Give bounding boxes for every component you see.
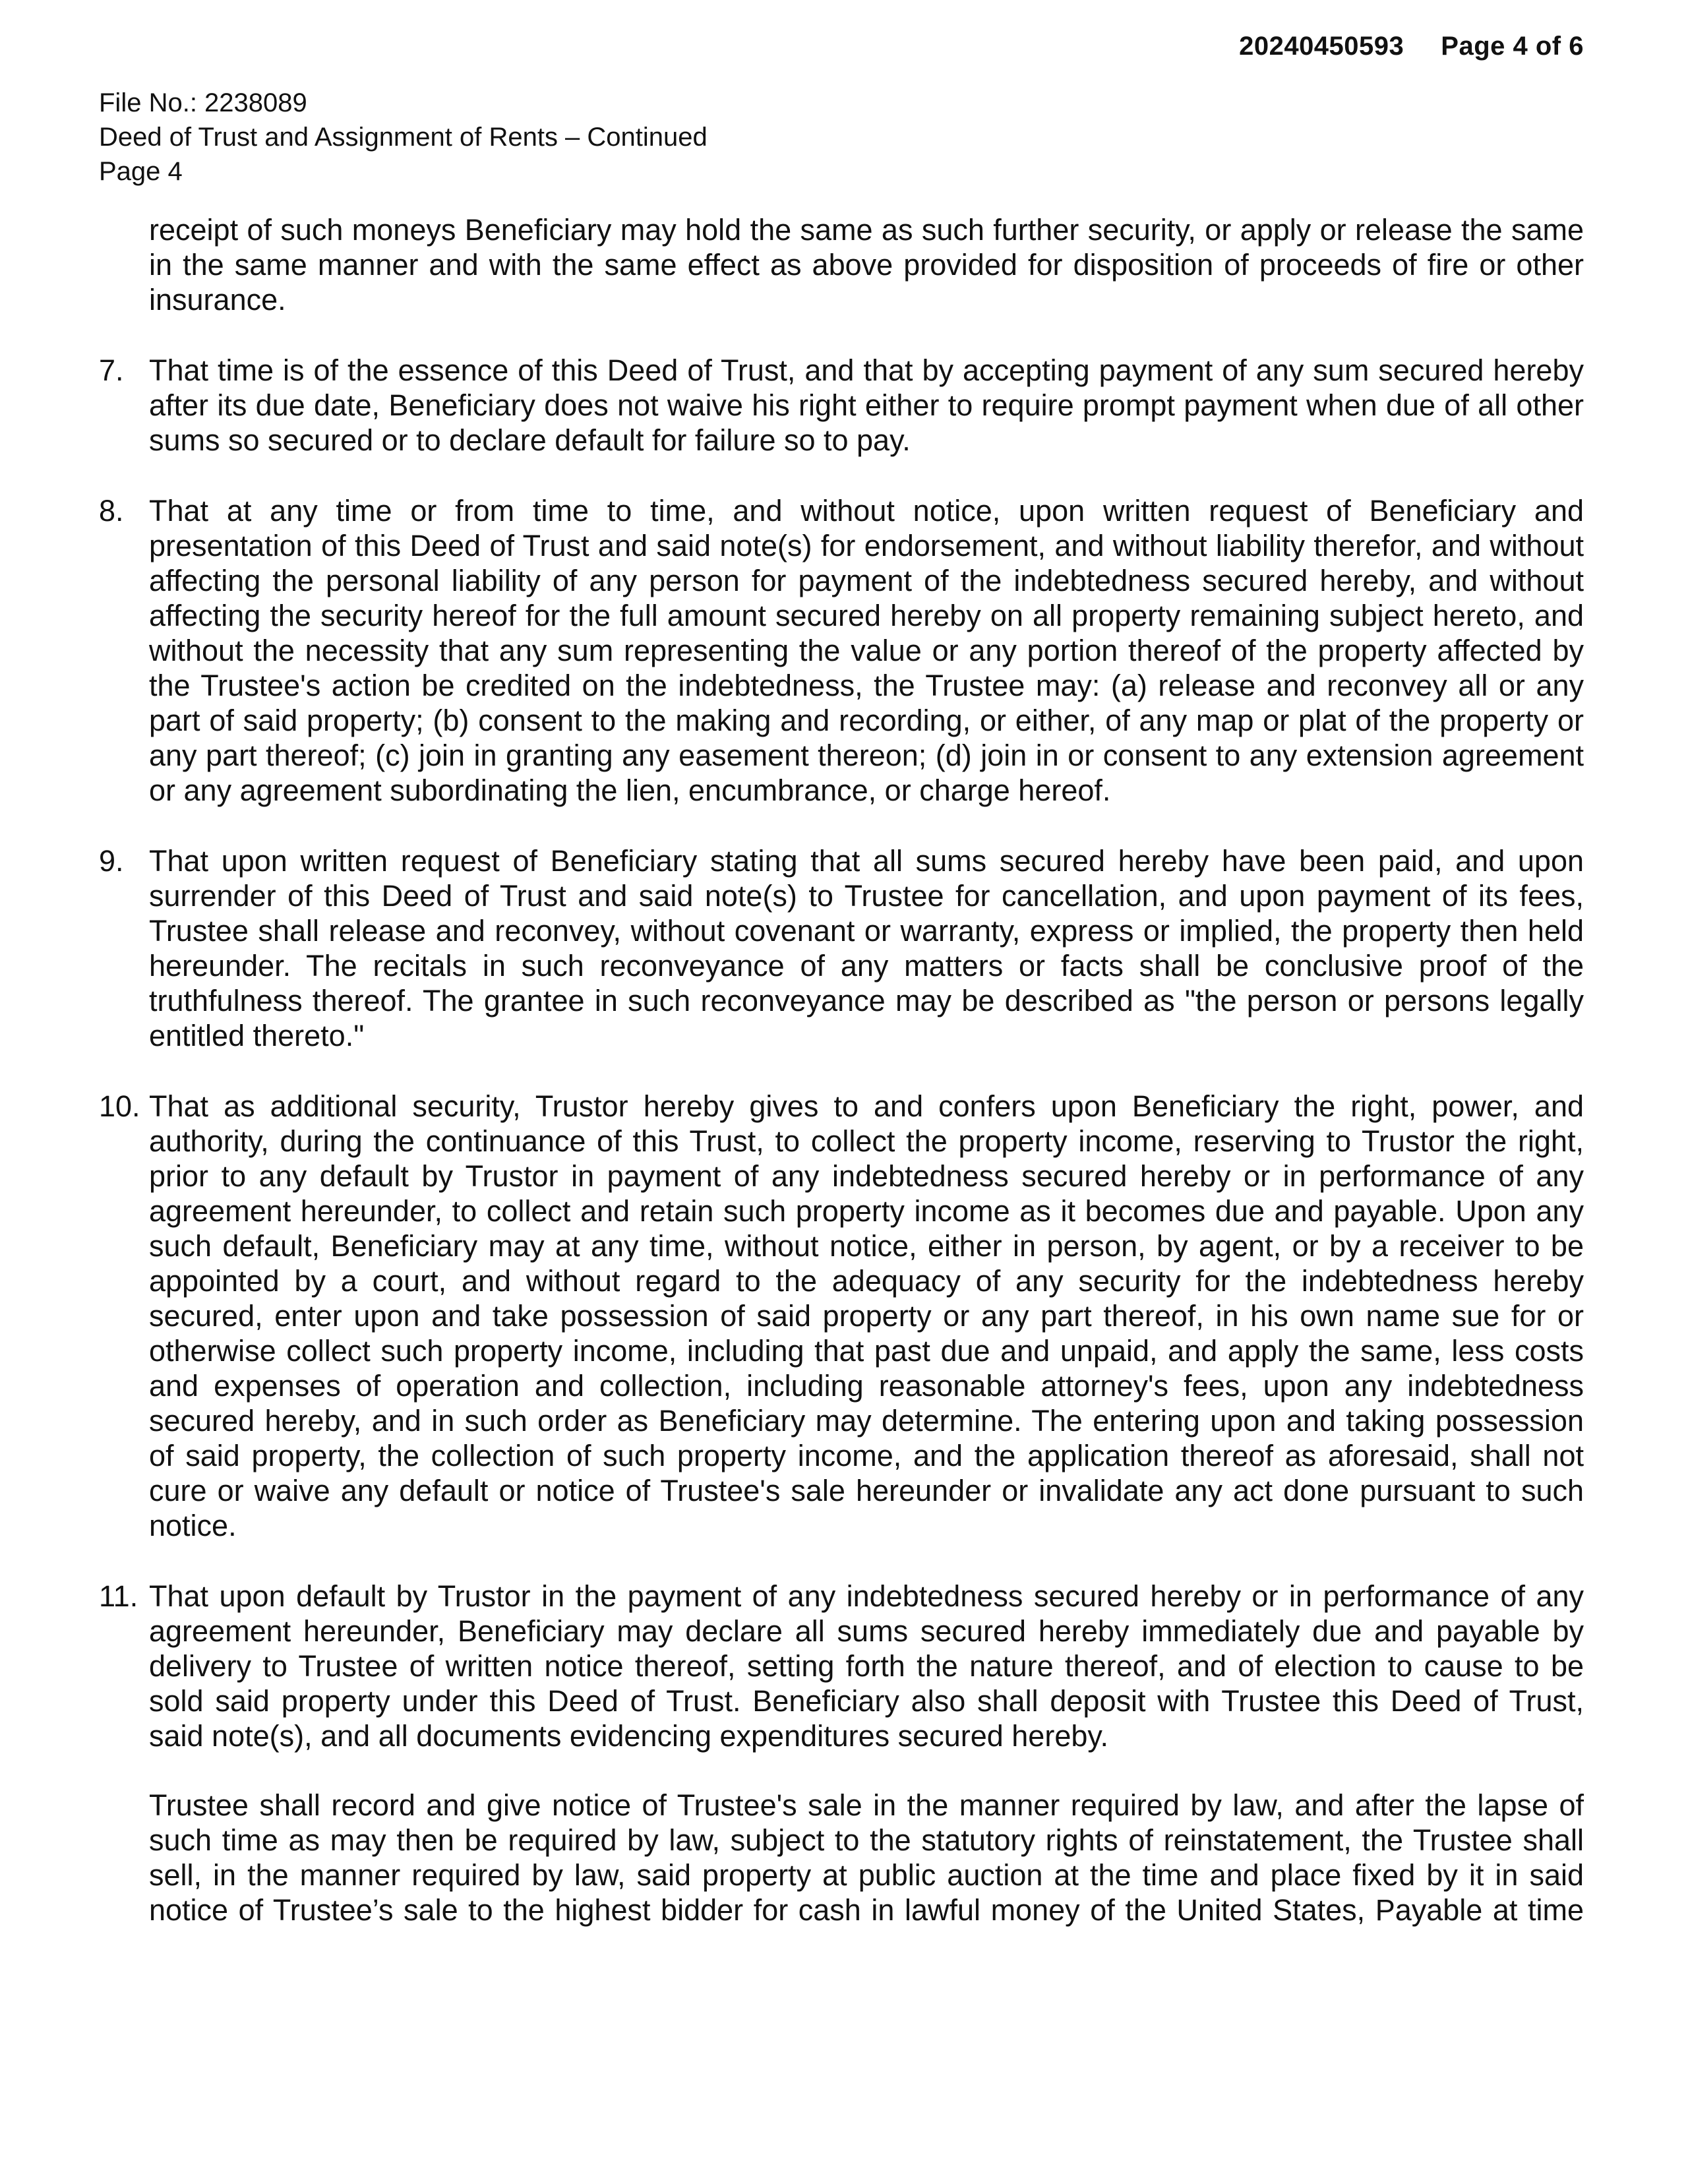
clause-11 [99, 1579, 1584, 1753]
clause-text: That upon default by Trustor in the payment of any indebtedness secured hereby or in performance of any agreement hereunder, Beneficiary may declare all sums secured hereby immediately due and payable by delivery to Trustee of written notice thereof, setting forth the nature thereof, and of election to cause to be sold said property under this Deed of Trust. Beneficiary also shall deposit with Trustee this Deed of Trust, said note(s), and all documents evidencing expenditures secured hereby. [149, 1579, 1584, 1753]
clause-text: That as additional security, Trustor hereby gives to and confers upon Beneficiary the right, power, and authority, during the continuance of this Trust, to collect the property income, reserving to Trustor the right, prior to any default by Trustor in payment of any indebtedness secured hereby or in performance of any agreement hereunder, to collect and retain such property income as it becomes due and payable. Upon any such default, Beneficiary may at any time, without notice, either in person, by agent, or by a receiver to be appointed by a court, and without regard to the adequacy of any security for the indebtedness hereby secured, enter upon and take possession of said property or any part thereof, in his own name sue for or otherwise collect such property income, including that past due and unpaid, and apply the same, less costs and expenses of operation and collection, including reasonable attorney's fees, upon any indebtedness secured hereby, and in such order as Beneficiary may determine. The entering upon and taking possession of said property, the collection of such property income, and the application thereof as aforesaid, shall not cure or waive any default or notice of Trustee's sale hereunder or invalidate any act done pursuant to such notice. [149, 1089, 1584, 1542]
file-number: File No.: 2238089 [99, 88, 307, 117]
clause-7 [99, 353, 1584, 458]
clause-number: 7. [99, 353, 124, 387]
recording-number: 20240450593 [1239, 32, 1404, 61]
clause-text: That time is of the essence of this Deed of Trust, and that by accepting payment of any sum secured hereby after its due date, Beneficiary does not waive his right either to require prompt payment when due of all other sums so secured or to declare default for failure so to pay. [149, 353, 1584, 457]
recording-stamp [1239, 32, 1584, 61]
document-body [99, 212, 1584, 1927]
clause-number: 10. [99, 1089, 140, 1123]
continued-paragraph: receipt of such moneys Beneficiary may hold the same as such further security, or apply or release the same in the same manner and with the same effect as above provided for disposition of proceeds of fire or other insurance. [149, 213, 1584, 317]
page-number: Page 4 [99, 157, 183, 186]
page-count-label: Page 4 of 6 [1441, 32, 1584, 61]
document-header [99, 86, 708, 189]
clause-text: That upon written request of Beneficiary stating that all sums secured hereby have been paid, and upon surrender of this Deed of Trust and said note(s) to Trustee for cancellation, and upon payment of its fees, Trustee shall release and reconvey, without covenant or warranty, express or implied, the property then held hereunder. The recitals in such reconveyance of any matters or facts shall be conclusive proof of the truthfulness thereof. The grantee in such reconveyance may be described as "the person or persons legally entitled thereto." [149, 844, 1584, 1052]
clause-number: 11. [99, 1579, 138, 1613]
clause-number: 9. [99, 844, 124, 878]
clause-10 [99, 1089, 1584, 1543]
clause-8 [99, 493, 1584, 808]
clause-text: That at any time or from time to time, and without notice, upon written request of Beneficiary and presentation of this Deed of Trust and said note(s) for endorsement, and without liability therefor, and without affecting the personal liability of any person for payment of the indebtedness secured hereby, and without affecting the security hereof for the full amount secured hereby on all property remaining subject hereto, and without the necessity that any sum representing the value or any portion thereof of the property affected by the Trustee's action be credited on the indebtedness, the Trustee may: (a) release and reconvey all or any part of said property; (b) consent to the making and recording, or either, of any map or plat of the property or any part thereof; (c) join in granting any easement thereon; (d) join in or consent to any extension agreement or any agreement subordinating the lien, encumbrance, or charge hereof. [149, 494, 1584, 807]
clause-11-paragraph-2: Trustee shall record and give notice of Trustee's sale in the manner required by law, and after the lapse of such time as may then be required by law, subject to the statutory rights of reinstatement, the Trustee shall sell, in the manner required by law, said property at public auction at the time and place fixed by it in said notice of Trustee’s sale to the highest bidder for cash in lawful money of the United States, Payable at time [149, 1788, 1584, 1927]
clause-9 [99, 843, 1584, 1053]
clause-number: 8. [99, 494, 124, 528]
document-title: Deed of Trust and Assignment of Rents – Continued [99, 123, 708, 152]
